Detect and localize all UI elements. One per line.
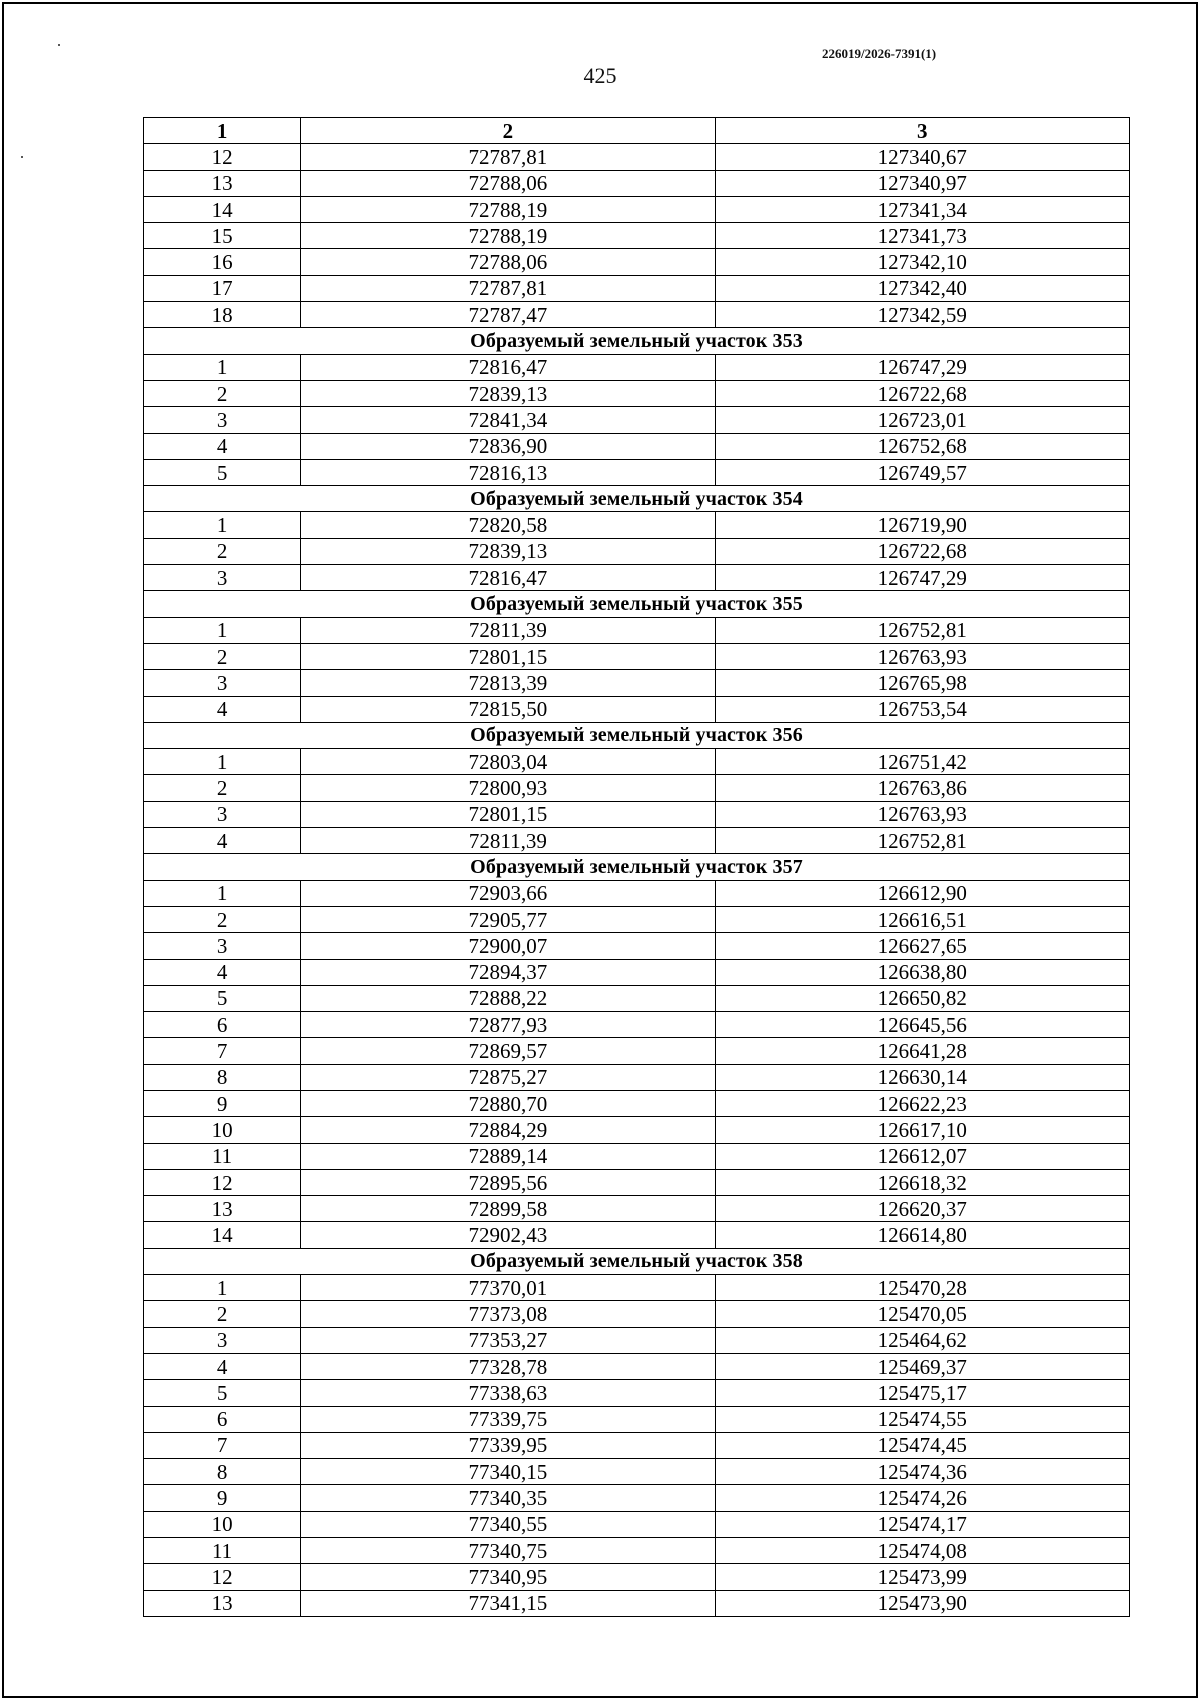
table-row bbox=[144, 959, 1130, 985]
y-coordinate-cell: 126616,51 bbox=[715, 906, 1129, 932]
table-row bbox=[144, 144, 1130, 170]
point-number-cell: 4 bbox=[144, 1353, 301, 1379]
x-coordinate-cell: 72895,56 bbox=[301, 1169, 715, 1195]
table-row bbox=[144, 512, 1130, 538]
x-coordinate-cell: 72839,13 bbox=[301, 380, 715, 406]
table-row bbox=[144, 933, 1130, 959]
point-number-cell: 4 bbox=[144, 433, 301, 459]
table-row bbox=[144, 1327, 1130, 1353]
y-coordinate-cell: 126620,37 bbox=[715, 1196, 1129, 1222]
y-coordinate-cell: 126627,65 bbox=[715, 933, 1129, 959]
point-number-cell: 15 bbox=[144, 223, 301, 249]
section-row bbox=[144, 854, 1130, 880]
x-coordinate-cell: 77340,95 bbox=[301, 1564, 715, 1590]
table-row bbox=[144, 1012, 1130, 1038]
y-coordinate-cell: 126752,81 bbox=[715, 617, 1129, 643]
y-coordinate-cell: 126638,80 bbox=[715, 959, 1129, 985]
x-coordinate-cell: 77340,35 bbox=[301, 1485, 715, 1511]
y-coordinate-cell: 125474,08 bbox=[715, 1538, 1129, 1564]
section-title: Образуемый земельный участок 356 bbox=[144, 722, 1130, 748]
table-row bbox=[144, 1301, 1130, 1327]
point-number-cell: 9 bbox=[144, 1090, 301, 1116]
table-body bbox=[144, 144, 1130, 1617]
x-coordinate-cell: 72902,43 bbox=[301, 1222, 715, 1248]
x-coordinate-cell: 77341,15 bbox=[301, 1590, 715, 1616]
x-coordinate-cell: 72841,34 bbox=[301, 407, 715, 433]
column-header-point: 1 bbox=[144, 118, 301, 144]
y-coordinate-cell: 126763,86 bbox=[715, 775, 1129, 801]
x-coordinate-cell: 72816,13 bbox=[301, 459, 715, 485]
y-coordinate-cell: 126747,29 bbox=[715, 354, 1129, 380]
y-coordinate-cell: 126752,68 bbox=[715, 433, 1129, 459]
table-row bbox=[144, 670, 1130, 696]
y-coordinate-cell: 126645,56 bbox=[715, 1012, 1129, 1038]
point-number-cell: 2 bbox=[144, 1301, 301, 1327]
x-coordinate-cell: 72815,50 bbox=[301, 696, 715, 722]
y-coordinate-cell: 125474,26 bbox=[715, 1485, 1129, 1511]
section-row bbox=[144, 591, 1130, 617]
y-coordinate-cell: 126618,32 bbox=[715, 1169, 1129, 1195]
table-row bbox=[144, 1485, 1130, 1511]
section-row bbox=[144, 722, 1130, 748]
y-coordinate-cell: 126752,81 bbox=[715, 828, 1129, 854]
y-coordinate-cell: 125470,05 bbox=[715, 1301, 1129, 1327]
x-coordinate-cell: 77339,75 bbox=[301, 1406, 715, 1432]
point-number-cell: 3 bbox=[144, 670, 301, 696]
x-coordinate-cell: 72839,13 bbox=[301, 538, 715, 564]
y-coordinate-cell: 127342,10 bbox=[715, 249, 1129, 275]
x-coordinate-cell: 72836,90 bbox=[301, 433, 715, 459]
y-coordinate-cell: 126722,68 bbox=[715, 538, 1129, 564]
table-row bbox=[144, 1090, 1130, 1116]
point-number-cell: 2 bbox=[144, 643, 301, 669]
x-coordinate-cell: 72813,39 bbox=[301, 670, 715, 696]
x-coordinate-cell: 72869,57 bbox=[301, 1038, 715, 1064]
y-coordinate-cell: 126763,93 bbox=[715, 801, 1129, 827]
point-number-cell: 2 bbox=[144, 538, 301, 564]
x-coordinate-cell: 72877,93 bbox=[301, 1012, 715, 1038]
x-coordinate-cell: 72803,04 bbox=[301, 749, 715, 775]
table-row bbox=[144, 459, 1130, 485]
point-number-cell: 8 bbox=[144, 1459, 301, 1485]
x-coordinate-cell: 72801,15 bbox=[301, 643, 715, 669]
y-coordinate-cell: 126722,68 bbox=[715, 380, 1129, 406]
point-number-cell: 18 bbox=[144, 302, 301, 328]
table-row bbox=[144, 407, 1130, 433]
x-coordinate-cell: 72884,29 bbox=[301, 1117, 715, 1143]
scan-speck bbox=[21, 156, 23, 158]
point-number-cell: 5 bbox=[144, 985, 301, 1011]
x-coordinate-cell: 77340,15 bbox=[301, 1459, 715, 1485]
section-title: Образуемый земельный участок 353 bbox=[144, 328, 1130, 354]
document-code: 226019/2026-7391(1) bbox=[822, 46, 937, 61]
y-coordinate-cell: 125469,37 bbox=[715, 1353, 1129, 1379]
point-number-cell: 10 bbox=[144, 1511, 301, 1537]
y-coordinate-cell: 126765,98 bbox=[715, 670, 1129, 696]
x-coordinate-cell: 77370,01 bbox=[301, 1275, 715, 1301]
y-coordinate-cell: 126650,82 bbox=[715, 985, 1129, 1011]
section-title: Образуемый земельный участок 358 bbox=[144, 1248, 1130, 1274]
table-row bbox=[144, 354, 1130, 380]
point-number-cell: 7 bbox=[144, 1038, 301, 1064]
y-coordinate-cell: 126612,07 bbox=[715, 1143, 1129, 1169]
y-coordinate-cell: 126749,57 bbox=[715, 459, 1129, 485]
x-coordinate-cell: 72787,81 bbox=[301, 275, 715, 301]
y-coordinate-cell: 125470,28 bbox=[715, 1275, 1129, 1301]
x-coordinate-cell: 72788,06 bbox=[301, 170, 715, 196]
point-number-cell: 4 bbox=[144, 696, 301, 722]
point-number-cell: 5 bbox=[144, 459, 301, 485]
x-coordinate-cell: 77353,27 bbox=[301, 1327, 715, 1353]
point-number-cell: 4 bbox=[144, 959, 301, 985]
coordinates-table bbox=[143, 117, 1130, 1617]
table-row bbox=[144, 1196, 1130, 1222]
point-number-cell: 1 bbox=[144, 880, 301, 906]
table-row bbox=[144, 1511, 1130, 1537]
y-coordinate-cell: 126751,42 bbox=[715, 749, 1129, 775]
point-number-cell: 12 bbox=[144, 144, 301, 170]
point-number-cell: 3 bbox=[144, 565, 301, 591]
point-number-cell: 3 bbox=[144, 801, 301, 827]
x-coordinate-cell: 72816,47 bbox=[301, 565, 715, 591]
x-coordinate-cell: 77373,08 bbox=[301, 1301, 715, 1327]
table-row bbox=[144, 643, 1130, 669]
x-coordinate-cell: 72788,19 bbox=[301, 223, 715, 249]
section-title: Образуемый земельный участок 355 bbox=[144, 591, 1130, 617]
x-coordinate-cell: 72816,47 bbox=[301, 354, 715, 380]
point-number-cell: 12 bbox=[144, 1564, 301, 1590]
y-coordinate-cell: 126630,14 bbox=[715, 1064, 1129, 1090]
y-coordinate-cell: 125474,55 bbox=[715, 1406, 1129, 1432]
point-number-cell: 14 bbox=[144, 1222, 301, 1248]
x-coordinate-cell: 77339,95 bbox=[301, 1432, 715, 1458]
y-coordinate-cell: 125473,99 bbox=[715, 1564, 1129, 1590]
table-row bbox=[144, 223, 1130, 249]
x-coordinate-cell: 77338,63 bbox=[301, 1380, 715, 1406]
table-row bbox=[144, 1406, 1130, 1432]
table-row bbox=[144, 1117, 1130, 1143]
point-number-cell: 1 bbox=[144, 354, 301, 380]
point-number-cell: 2 bbox=[144, 775, 301, 801]
point-number-cell: 11 bbox=[144, 1143, 301, 1169]
table-row bbox=[144, 1143, 1130, 1169]
y-coordinate-cell: 127341,73 bbox=[715, 223, 1129, 249]
section-row bbox=[144, 328, 1130, 354]
section-title: Образуемый земельный участок 357 bbox=[144, 854, 1130, 880]
y-coordinate-cell: 126719,90 bbox=[715, 512, 1129, 538]
y-coordinate-cell: 126641,28 bbox=[715, 1038, 1129, 1064]
point-number-cell: 1 bbox=[144, 617, 301, 643]
table-row bbox=[144, 828, 1130, 854]
point-number-cell: 2 bbox=[144, 906, 301, 932]
x-coordinate-cell: 72903,66 bbox=[301, 880, 715, 906]
point-number-cell: 7 bbox=[144, 1432, 301, 1458]
y-coordinate-cell: 125474,45 bbox=[715, 1432, 1129, 1458]
table-row bbox=[144, 775, 1130, 801]
table-row bbox=[144, 275, 1130, 301]
x-coordinate-cell: 72889,14 bbox=[301, 1143, 715, 1169]
x-coordinate-cell: 77328,78 bbox=[301, 1353, 715, 1379]
table-row bbox=[144, 1169, 1130, 1195]
x-coordinate-cell: 72899,58 bbox=[301, 1196, 715, 1222]
y-coordinate-cell: 126612,90 bbox=[715, 880, 1129, 906]
table-row bbox=[144, 433, 1130, 459]
table-header-row bbox=[144, 118, 1130, 144]
y-coordinate-cell: 126622,23 bbox=[715, 1090, 1129, 1116]
point-number-cell: 3 bbox=[144, 407, 301, 433]
x-coordinate-cell: 72888,22 bbox=[301, 985, 715, 1011]
point-number-cell: 1 bbox=[144, 512, 301, 538]
point-number-cell: 6 bbox=[144, 1012, 301, 1038]
y-coordinate-cell: 126617,10 bbox=[715, 1117, 1129, 1143]
x-coordinate-cell: 72811,39 bbox=[301, 828, 715, 854]
table-row bbox=[144, 302, 1130, 328]
table-row bbox=[144, 1538, 1130, 1564]
y-coordinate-cell: 125474,17 bbox=[715, 1511, 1129, 1537]
point-number-cell: 9 bbox=[144, 1485, 301, 1511]
table-row bbox=[144, 1353, 1130, 1379]
table-row bbox=[144, 1459, 1130, 1485]
x-coordinate-cell: 72900,07 bbox=[301, 933, 715, 959]
point-number-cell: 17 bbox=[144, 275, 301, 301]
table-row bbox=[144, 170, 1130, 196]
y-coordinate-cell: 126753,54 bbox=[715, 696, 1129, 722]
point-number-cell: 8 bbox=[144, 1064, 301, 1090]
table-row bbox=[144, 1038, 1130, 1064]
point-number-cell: 4 bbox=[144, 828, 301, 854]
x-coordinate-cell: 72787,81 bbox=[301, 144, 715, 170]
page-number: 425 bbox=[583, 63, 617, 88]
point-number-cell: 11 bbox=[144, 1538, 301, 1564]
point-number-cell: 5 bbox=[144, 1380, 301, 1406]
table-row bbox=[144, 696, 1130, 722]
y-coordinate-cell: 127342,59 bbox=[715, 302, 1129, 328]
table-row bbox=[144, 617, 1130, 643]
table-row bbox=[144, 196, 1130, 222]
y-coordinate-cell: 125473,90 bbox=[715, 1590, 1129, 1616]
y-coordinate-cell: 125475,17 bbox=[715, 1380, 1129, 1406]
point-number-cell: 10 bbox=[144, 1117, 301, 1143]
section-row bbox=[144, 1248, 1130, 1274]
x-coordinate-cell: 72875,27 bbox=[301, 1064, 715, 1090]
x-coordinate-cell: 77340,75 bbox=[301, 1538, 715, 1564]
y-coordinate-cell: 127340,67 bbox=[715, 144, 1129, 170]
table-row bbox=[144, 1222, 1130, 1248]
column-header-y: 3 bbox=[715, 118, 1129, 144]
y-coordinate-cell: 125464,62 bbox=[715, 1327, 1129, 1353]
table-row bbox=[144, 380, 1130, 406]
table-row bbox=[144, 801, 1130, 827]
point-number-cell: 1 bbox=[144, 1275, 301, 1301]
table-row bbox=[144, 538, 1130, 564]
table-row bbox=[144, 1432, 1130, 1458]
y-coordinate-cell: 127340,97 bbox=[715, 170, 1129, 196]
section-title: Образуемый земельный участок 354 bbox=[144, 486, 1130, 512]
point-number-cell: 6 bbox=[144, 1406, 301, 1432]
point-number-cell: 1 bbox=[144, 749, 301, 775]
point-number-cell: 3 bbox=[144, 933, 301, 959]
x-coordinate-cell: 72801,15 bbox=[301, 801, 715, 827]
x-coordinate-cell: 72880,70 bbox=[301, 1090, 715, 1116]
point-number-cell: 16 bbox=[144, 249, 301, 275]
y-coordinate-cell: 126723,01 bbox=[715, 407, 1129, 433]
table-row bbox=[144, 249, 1130, 275]
scan-speck bbox=[58, 44, 60, 46]
section-row bbox=[144, 486, 1130, 512]
point-number-cell: 13 bbox=[144, 170, 301, 196]
table-row bbox=[144, 1590, 1130, 1616]
table-row bbox=[144, 880, 1130, 906]
y-coordinate-cell: 125474,36 bbox=[715, 1459, 1129, 1485]
table-row bbox=[144, 1275, 1130, 1301]
x-coordinate-cell: 72811,39 bbox=[301, 617, 715, 643]
table-row bbox=[144, 906, 1130, 932]
x-coordinate-cell: 72894,37 bbox=[301, 959, 715, 985]
x-coordinate-cell: 77340,55 bbox=[301, 1511, 715, 1537]
point-number-cell: 12 bbox=[144, 1169, 301, 1195]
point-number-cell: 3 bbox=[144, 1327, 301, 1353]
x-coordinate-cell: 72800,93 bbox=[301, 775, 715, 801]
x-coordinate-cell: 72905,77 bbox=[301, 906, 715, 932]
x-coordinate-cell: 72788,19 bbox=[301, 196, 715, 222]
table-row bbox=[144, 749, 1130, 775]
table-row bbox=[144, 985, 1130, 1011]
point-number-cell: 13 bbox=[144, 1590, 301, 1616]
y-coordinate-cell: 126763,93 bbox=[715, 643, 1129, 669]
x-coordinate-cell: 72788,06 bbox=[301, 249, 715, 275]
point-number-cell: 2 bbox=[144, 380, 301, 406]
table-row bbox=[144, 1564, 1130, 1590]
column-header-x: 2 bbox=[301, 118, 715, 144]
y-coordinate-cell: 126747,29 bbox=[715, 565, 1129, 591]
point-number-cell: 13 bbox=[144, 1196, 301, 1222]
y-coordinate-cell: 127342,40 bbox=[715, 275, 1129, 301]
table-row bbox=[144, 1380, 1130, 1406]
y-coordinate-cell: 127341,34 bbox=[715, 196, 1129, 222]
y-coordinate-cell: 126614,80 bbox=[715, 1222, 1129, 1248]
table-row bbox=[144, 1064, 1130, 1090]
x-coordinate-cell: 72787,47 bbox=[301, 302, 715, 328]
point-number-cell: 14 bbox=[144, 196, 301, 222]
x-coordinate-cell: 72820,58 bbox=[301, 512, 715, 538]
table-row bbox=[144, 565, 1130, 591]
